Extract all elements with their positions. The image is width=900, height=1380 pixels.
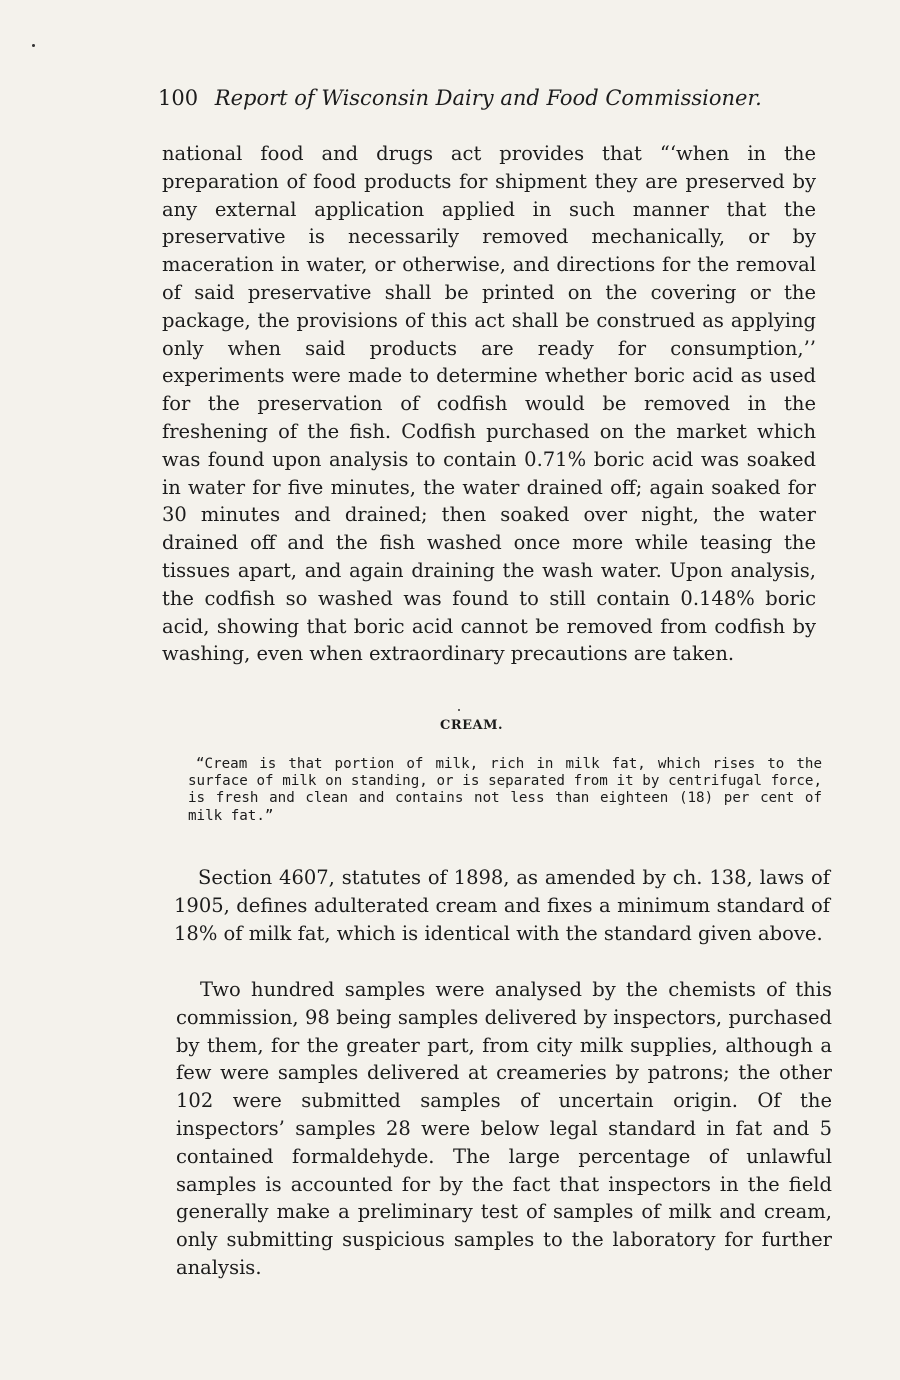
section-heading: CREAM.	[440, 718, 504, 733]
paragraph-samples: Two hundred samples were analysed by the chemists of this commission, 98 being samples delivered by inspectors, purchased by them, for the greater part, from city milk supplies, although a few were samples delivered at creameries by patrons; the other 102 were submitted samples of uncertain origin. Of the inspectors’ samples 28 were below legal standard in fat and 5 contained formaldehyde. The large percentage of unlawful samples is accounted for by the fact that inspectors in the field generally make a preliminary test of samples of milk and cream, only submitting suspicious samples to the laboratory for further analysis.	[176, 978, 832, 1279]
page-number: 100	[158, 86, 199, 110]
page-header	[158, 86, 798, 110]
running-title: Report of Wisconsin Dairy and Food Commissioner.	[214, 86, 762, 110]
quote-text: “Cream is that portion of milk, rich in milk fat, which rises to the surface of milk on standing, or is separated from it by centrifugal force, is fresh and clean and contains not less than eighteen (18) per cent of milk fat.”	[188, 756, 822, 824]
paragraph-statute: Section 4607, statutes of 1898, as amended by ch. 138, laws of 1905, defines adulterated cream and fixes a minimum standard of 18% of milk fat, which is identical with the standard given above.	[174, 866, 830, 945]
definition-quote	[188, 756, 822, 825]
paragraph-codfish: national food and drugs act provides that “‘when in the preparation of food products for shipment they are preserved by any external application applied in such manner that the preservative is necessarily removed mechanically, or by maceration in water, or otherwise, and directions for the removal of said preservative shall be printed on the covering or the package, the provisions of this act shall be construed as applying only when said products are ready for consumption,’’ experiments were made to determine whether boric acid as used for the preservation of codfish would be removed in the freshening of the fish. Codfish purchased on the market which was found upon analysis to contain 0.71% boric acid was soaked in water for five minutes, the water drained off; again soaked for 30 minutes and drained; then soaked over night, the water drained off and the fish washed once more while teasing the tissues apart, and again draining the wash water. Upon analysis, the codfish so washed was found to still contain 0.148% boric acid, showing that boric acid cannot be removed from codfish by washing, even when extraordinary precautions are taken.	[162, 142, 816, 666]
ink-speck	[32, 44, 35, 47]
body-block-2	[174, 864, 830, 947]
body-block-3	[176, 976, 832, 1282]
ink-speck	[458, 709, 460, 711]
body-block-1	[162, 140, 816, 668]
